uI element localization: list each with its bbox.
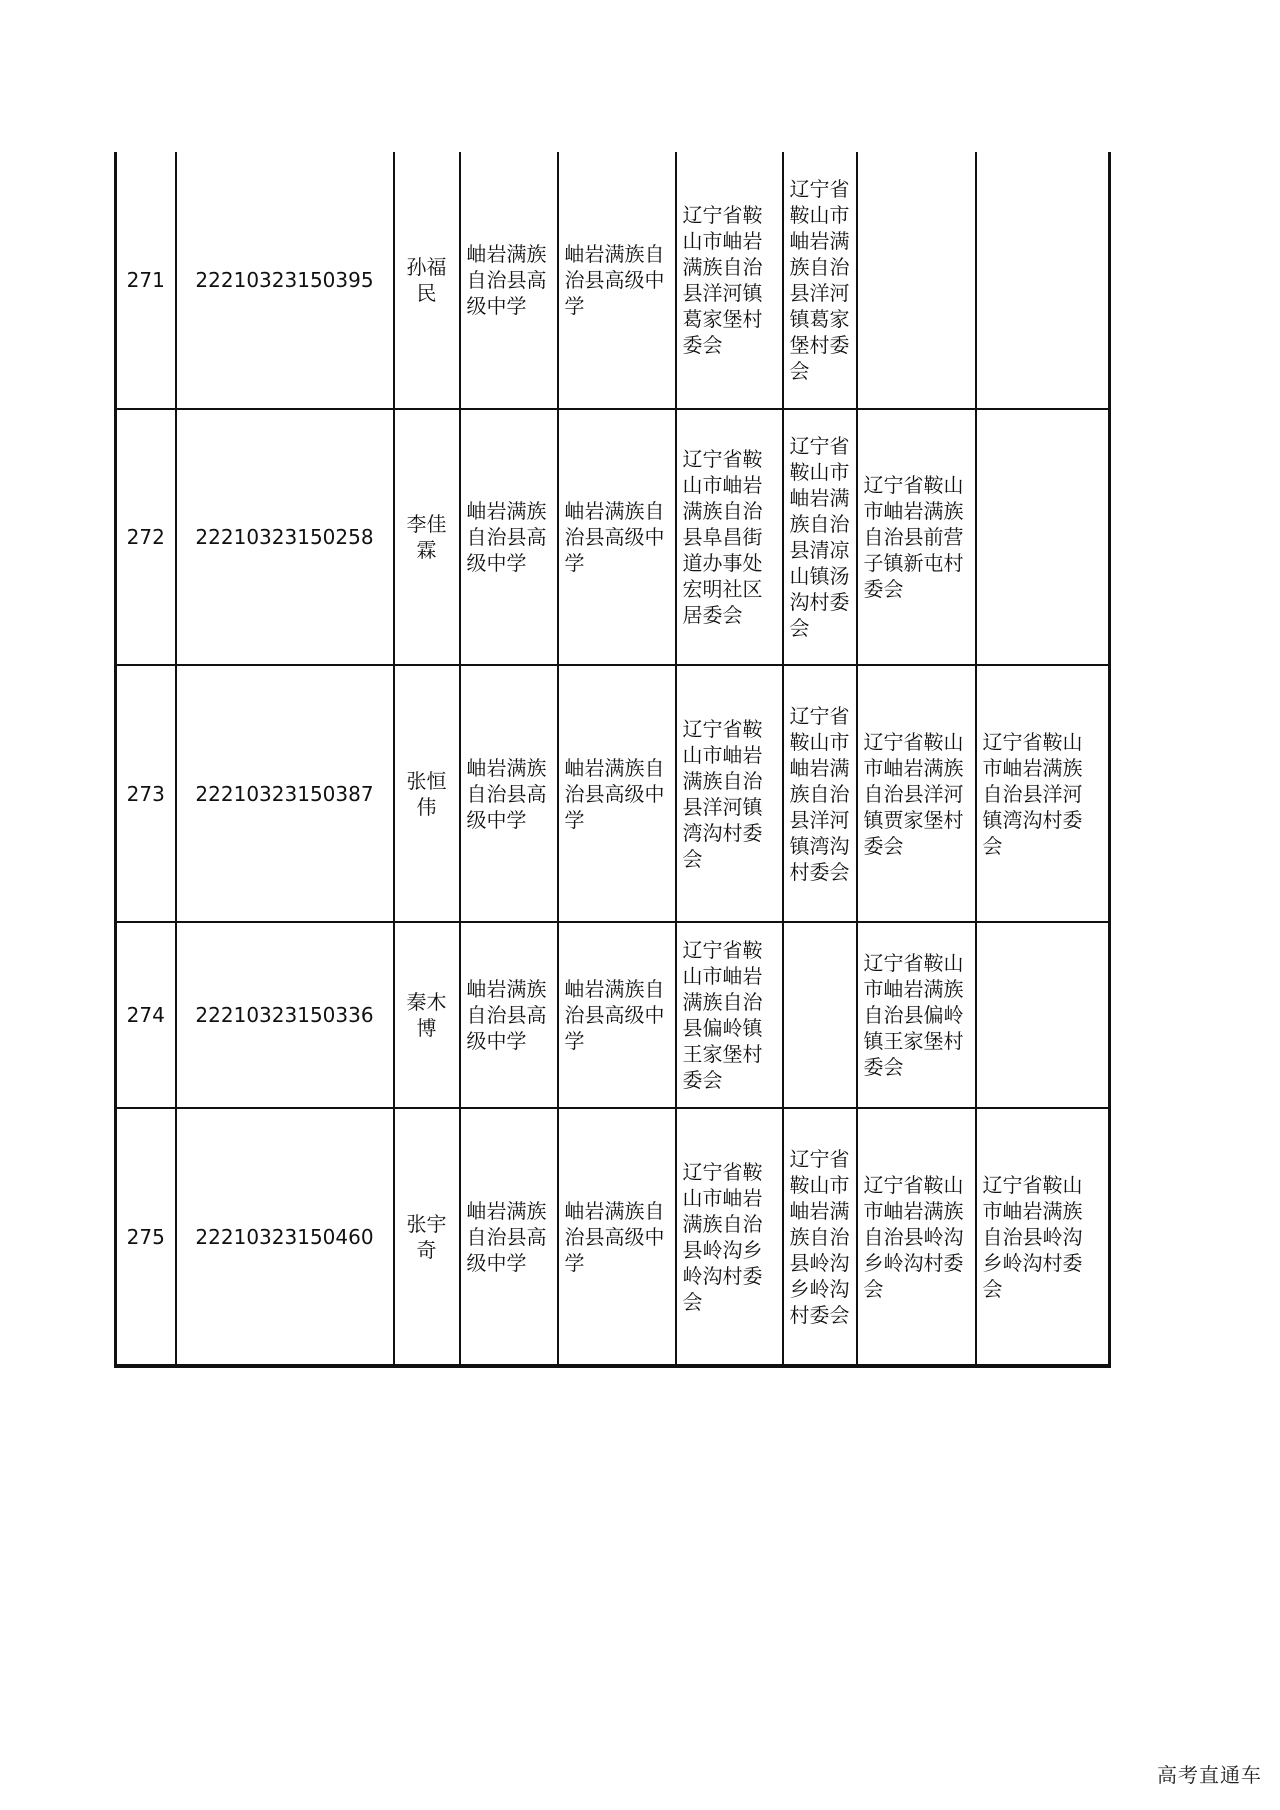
graduation-school: 岫岩满族自治县高级中学: [558, 409, 676, 665]
address-1: 辽宁省鞍山市岫岩满族自治县阜昌街道办事处宏明社区居委会: [676, 409, 783, 665]
row-number: 274: [116, 922, 176, 1108]
address-1: 辽宁省鞍山市岫岩满族自治县洋河镇葛家堡村委会: [676, 152, 783, 409]
address-2: 辽宁省鞍山市岫岩满族自治县清凉山镇汤沟村委会: [783, 409, 857, 665]
row-number: 271: [116, 152, 176, 409]
address-2: 辽宁省鞍山市岫岩满族自治县洋河镇湾沟村委会: [783, 665, 857, 922]
address-2: [783, 922, 857, 1108]
graduation-school: 岫岩满族自治县高级中学: [558, 922, 676, 1108]
candidate-table-page: [114, 152, 1111, 1368]
address-2: 辽宁省鞍山市岫岩满族自治县洋河镇葛家堡村委会: [783, 152, 857, 409]
candidate-id: 22210323150258: [176, 409, 394, 665]
address-3: 辽宁省鞍山市岫岩满族自治县岭沟乡岭沟村委会: [857, 1108, 976, 1366]
candidate-name: 张宇奇: [394, 1108, 460, 1366]
address-1: 辽宁省鞍山市岫岩满族自治县偏岭镇王家堡村委会: [676, 922, 783, 1108]
address-1: 辽宁省鞍山市岫岩满族自治县岭沟乡岭沟村委会: [676, 1108, 783, 1366]
row-number: 273: [116, 665, 176, 922]
table-row: [116, 152, 1110, 409]
school-name: 岫岩满族自治县高级中学: [460, 409, 558, 665]
candidate-name: 张恒伟: [394, 665, 460, 922]
address-3: 辽宁省鞍山市岫岩满族自治县前营子镇新屯村委会: [857, 409, 976, 665]
table-row: [116, 409, 1110, 665]
candidate-id: 22210323150460: [176, 1108, 394, 1366]
candidate-name: 秦木博: [394, 922, 460, 1108]
candidate-table: [114, 152, 1111, 1368]
watermark-text: 高考直通车: [1157, 1763, 1262, 1787]
address-1: 辽宁省鞍山市岫岩满族自治县洋河镇湾沟村委会: [676, 665, 783, 922]
table-row: [116, 665, 1110, 922]
address-4: [976, 922, 1110, 1108]
address-4: 辽宁省鞍山市岫岩满族自治县岭沟乡岭沟村委会: [976, 1108, 1110, 1366]
row-number: 275: [116, 1108, 176, 1366]
address-4: [976, 152, 1110, 409]
address-4: 辽宁省鞍山市岫岩满族自治县洋河镇湾沟村委会: [976, 665, 1110, 922]
school-name: 岫岩满族自治县高级中学: [460, 922, 558, 1108]
address-3: 辽宁省鞍山市岫岩满族自治县洋河镇贾家堡村委会: [857, 665, 976, 922]
candidate-name: 孙福民: [394, 152, 460, 409]
candidate-name: 李佳霖: [394, 409, 460, 665]
candidate-id: 22210323150387: [176, 665, 394, 922]
table-row: [116, 922, 1110, 1108]
address-3: 辽宁省鞍山市岫岩满族自治县偏岭镇王家堡村委会: [857, 922, 976, 1108]
table-row: [116, 1108, 1110, 1366]
address-3: [857, 152, 976, 409]
graduation-school: 岫岩满族自治县高级中学: [558, 1108, 676, 1366]
graduation-school: 岫岩满族自治县高级中学: [558, 152, 676, 409]
graduation-school: 岫岩满族自治县高级中学: [558, 665, 676, 922]
address-4: [976, 409, 1110, 665]
candidate-id: 22210323150395: [176, 152, 394, 409]
row-number: 272: [116, 409, 176, 665]
address-2: 辽宁省鞍山市岫岩满族自治县岭沟乡岭沟村委会: [783, 1108, 857, 1366]
school-name: 岫岩满族自治县高级中学: [460, 665, 558, 922]
school-name: 岫岩满族自治县高级中学: [460, 152, 558, 409]
candidate-id: 22210323150336: [176, 922, 394, 1108]
school-name: 岫岩满族自治县高级中学: [460, 1108, 558, 1366]
